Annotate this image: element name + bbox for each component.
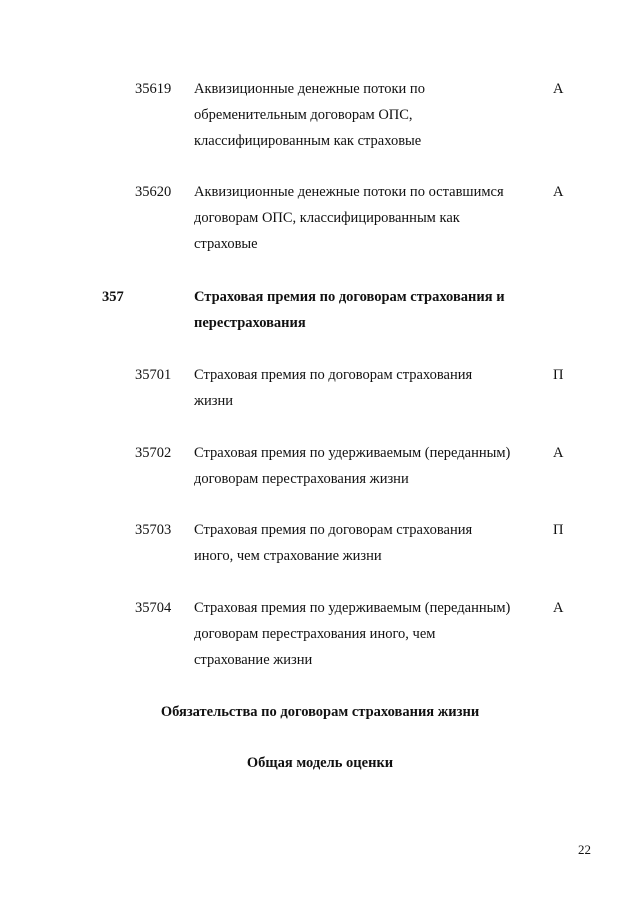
description-line: Страховая премия по удерживаемым (переданным) [194, 445, 511, 461]
account-description [194, 362, 539, 414]
account-description [194, 440, 539, 492]
description-line: жизни [194, 393, 234, 409]
subsection-heading: Общая модель оценки [246, 755, 394, 771]
account-description [194, 517, 539, 569]
page-number: 22 [578, 842, 591, 857]
description-line: классифицированным как страховые [194, 133, 422, 149]
group-description-line: Страховая премия по договорам страхования и [194, 289, 505, 305]
account-description [194, 595, 539, 673]
account-description [194, 179, 539, 257]
section-heading: Обязательства по договорам страхования жизни [160, 704, 480, 720]
account-code: 35703 [135, 522, 172, 538]
description-line: страховые [194, 236, 258, 252]
description-line: Страховая премия по удерживаемым (переданным) [194, 600, 511, 616]
account-code: 35704 [135, 600, 172, 616]
group-description [194, 284, 554, 336]
account-code: 35702 [135, 445, 172, 461]
description-line: Страховая премия по договорам страхования [194, 522, 473, 538]
description-line: иного, чем страхование жизни [194, 548, 382, 564]
account-type: А [553, 445, 564, 461]
account-type: П [553, 522, 564, 538]
account-description [194, 76, 539, 154]
description-line: страхование жизни [194, 652, 313, 668]
description-line: договорам перестрахования иного, чем [194, 626, 436, 642]
group-code: 357 [102, 289, 124, 305]
account-code: 35620 [135, 184, 172, 200]
description-line: обременительным договорам ОПС, [194, 107, 413, 123]
group-description-line: перестрахования [194, 315, 306, 331]
account-type: А [553, 184, 564, 200]
account-type: А [553, 600, 564, 616]
account-type: А [553, 81, 564, 97]
account-code: 35619 [135, 81, 172, 97]
description-line: договорам ОПС, классифицированным как [194, 210, 460, 226]
account-type: П [553, 367, 564, 383]
description-line: Страховая премия по договорам страхования [194, 367, 473, 383]
description-line: Аквизиционные денежные потоки по [194, 81, 425, 97]
description-line: Аквизиционные денежные потоки по оставшимся [194, 184, 504, 200]
account-code: 35701 [135, 367, 172, 383]
description-line: договорам перестрахования жизни [194, 471, 409, 487]
